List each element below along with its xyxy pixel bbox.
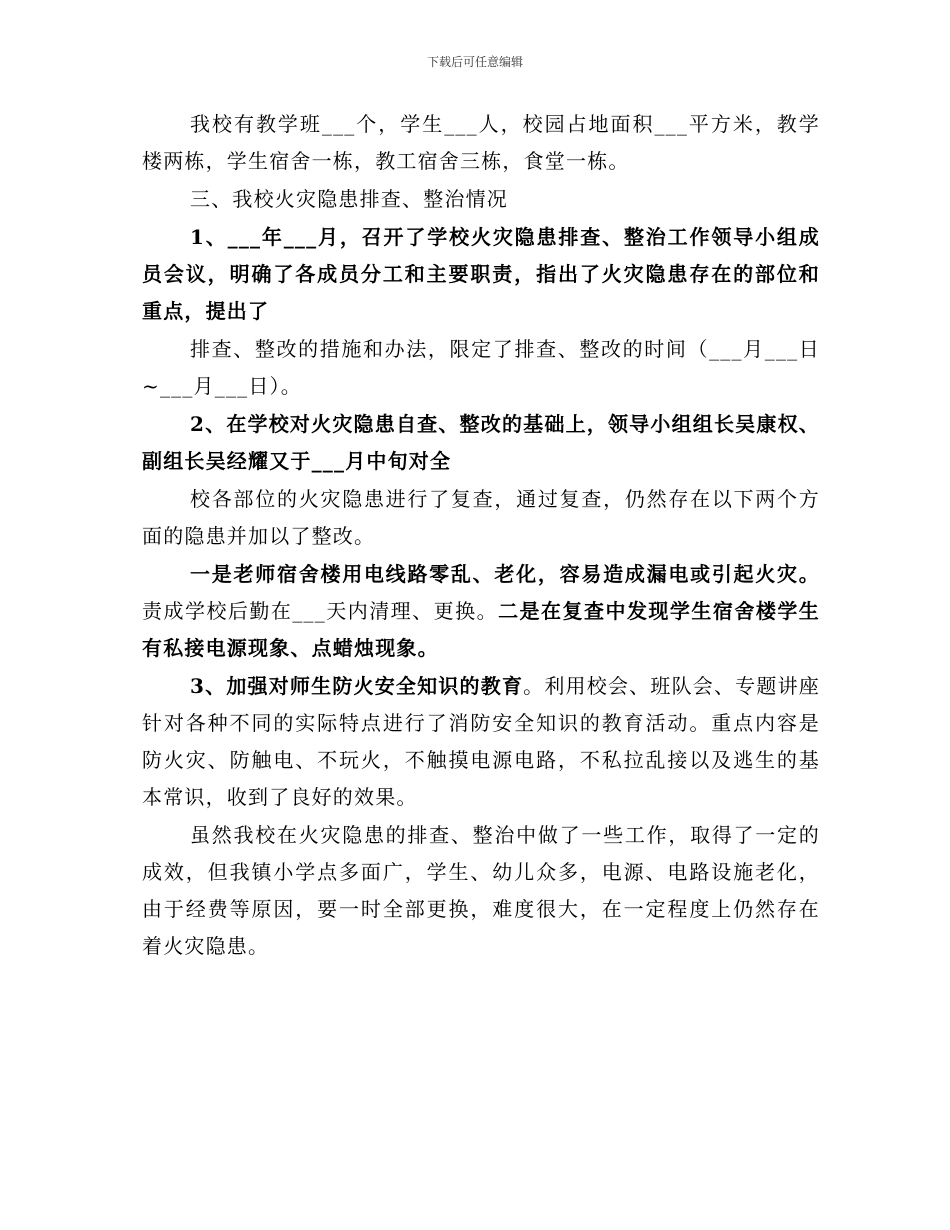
text-run: 虽然我校在火灾隐患的排查、整治中做了一些工作，取得了一定的成效，但我镇小学点多面广，学生、幼儿众多，电源、电路设施老化，由于经费等原因，要一时全部更换，难度很大，在一定程度上仍然存在着火灾隐患。	[142, 823, 820, 958]
text-run: 责成学校后勤在___天内清理、更换。	[142, 599, 499, 623]
paragraph-school-overview	[142, 106, 820, 180]
paragraph-hazards	[142, 556, 820, 667]
document-body	[142, 106, 820, 965]
text-run: 我校有教学班___个，学生___人，校园占地面积___平方米，教学楼两栋，学生宿舍一栋，教工宿舍三栋，食堂一栋。	[142, 112, 820, 173]
text-run: 1、___年___月，召开了学校火灾隐患排查、整治工作领导小组成员会议，明确了各成员分工和主要职责，指出了火灾隐患存在的部位和重点，提出了	[142, 225, 820, 323]
page-header: 下载后可任意编辑	[426, 55, 523, 69]
paragraph-conclusion	[142, 817, 820, 965]
text-run-bold: 二是在复查中发现学生宿舍楼学生有私接电源现象、点蜡烛现象。	[142, 599, 820, 660]
paragraph-item-2-continued	[142, 481, 820, 555]
text-run-bold: 3、加强对师生防火安全知识的教育	[190, 674, 524, 698]
text-run: 校各部位的火灾隐患进行了复查，通过复查，仍然存在以下两个方面的隐患并加以了整改。	[142, 487, 820, 548]
text-run: 。利用校会、班队会、专题讲座针对各种不同的实际特点进行了消防安全知识的教育活动。重点内容是防火灾、防触电、不玩火，不触摸电源电路，不私拉乱接以及逃生的基本常识，收到了良好的效果。	[142, 674, 820, 809]
section-heading	[142, 181, 820, 218]
paragraph-item-3	[142, 668, 820, 816]
paragraph-item-1	[142, 219, 820, 330]
text-run: 排查、整改的措施和办法，限定了排查、整改的时间（___月___日~___月___日）。	[142, 337, 820, 398]
paragraph-item-1-continued	[142, 331, 820, 405]
paragraph-item-2	[142, 406, 820, 480]
text-run: 2、在学校对火灾隐患自查、整改的基础上，领导小组组长吴康权、副组长吴经耀又于___月中旬对全	[142, 412, 820, 473]
text-run-bold: 一是老师宿舍楼用电线路零乱、老化，容易造成漏电或引起火灾。	[190, 562, 820, 586]
text-run: 三、我校火灾隐患排查、整治情况	[190, 187, 508, 211]
